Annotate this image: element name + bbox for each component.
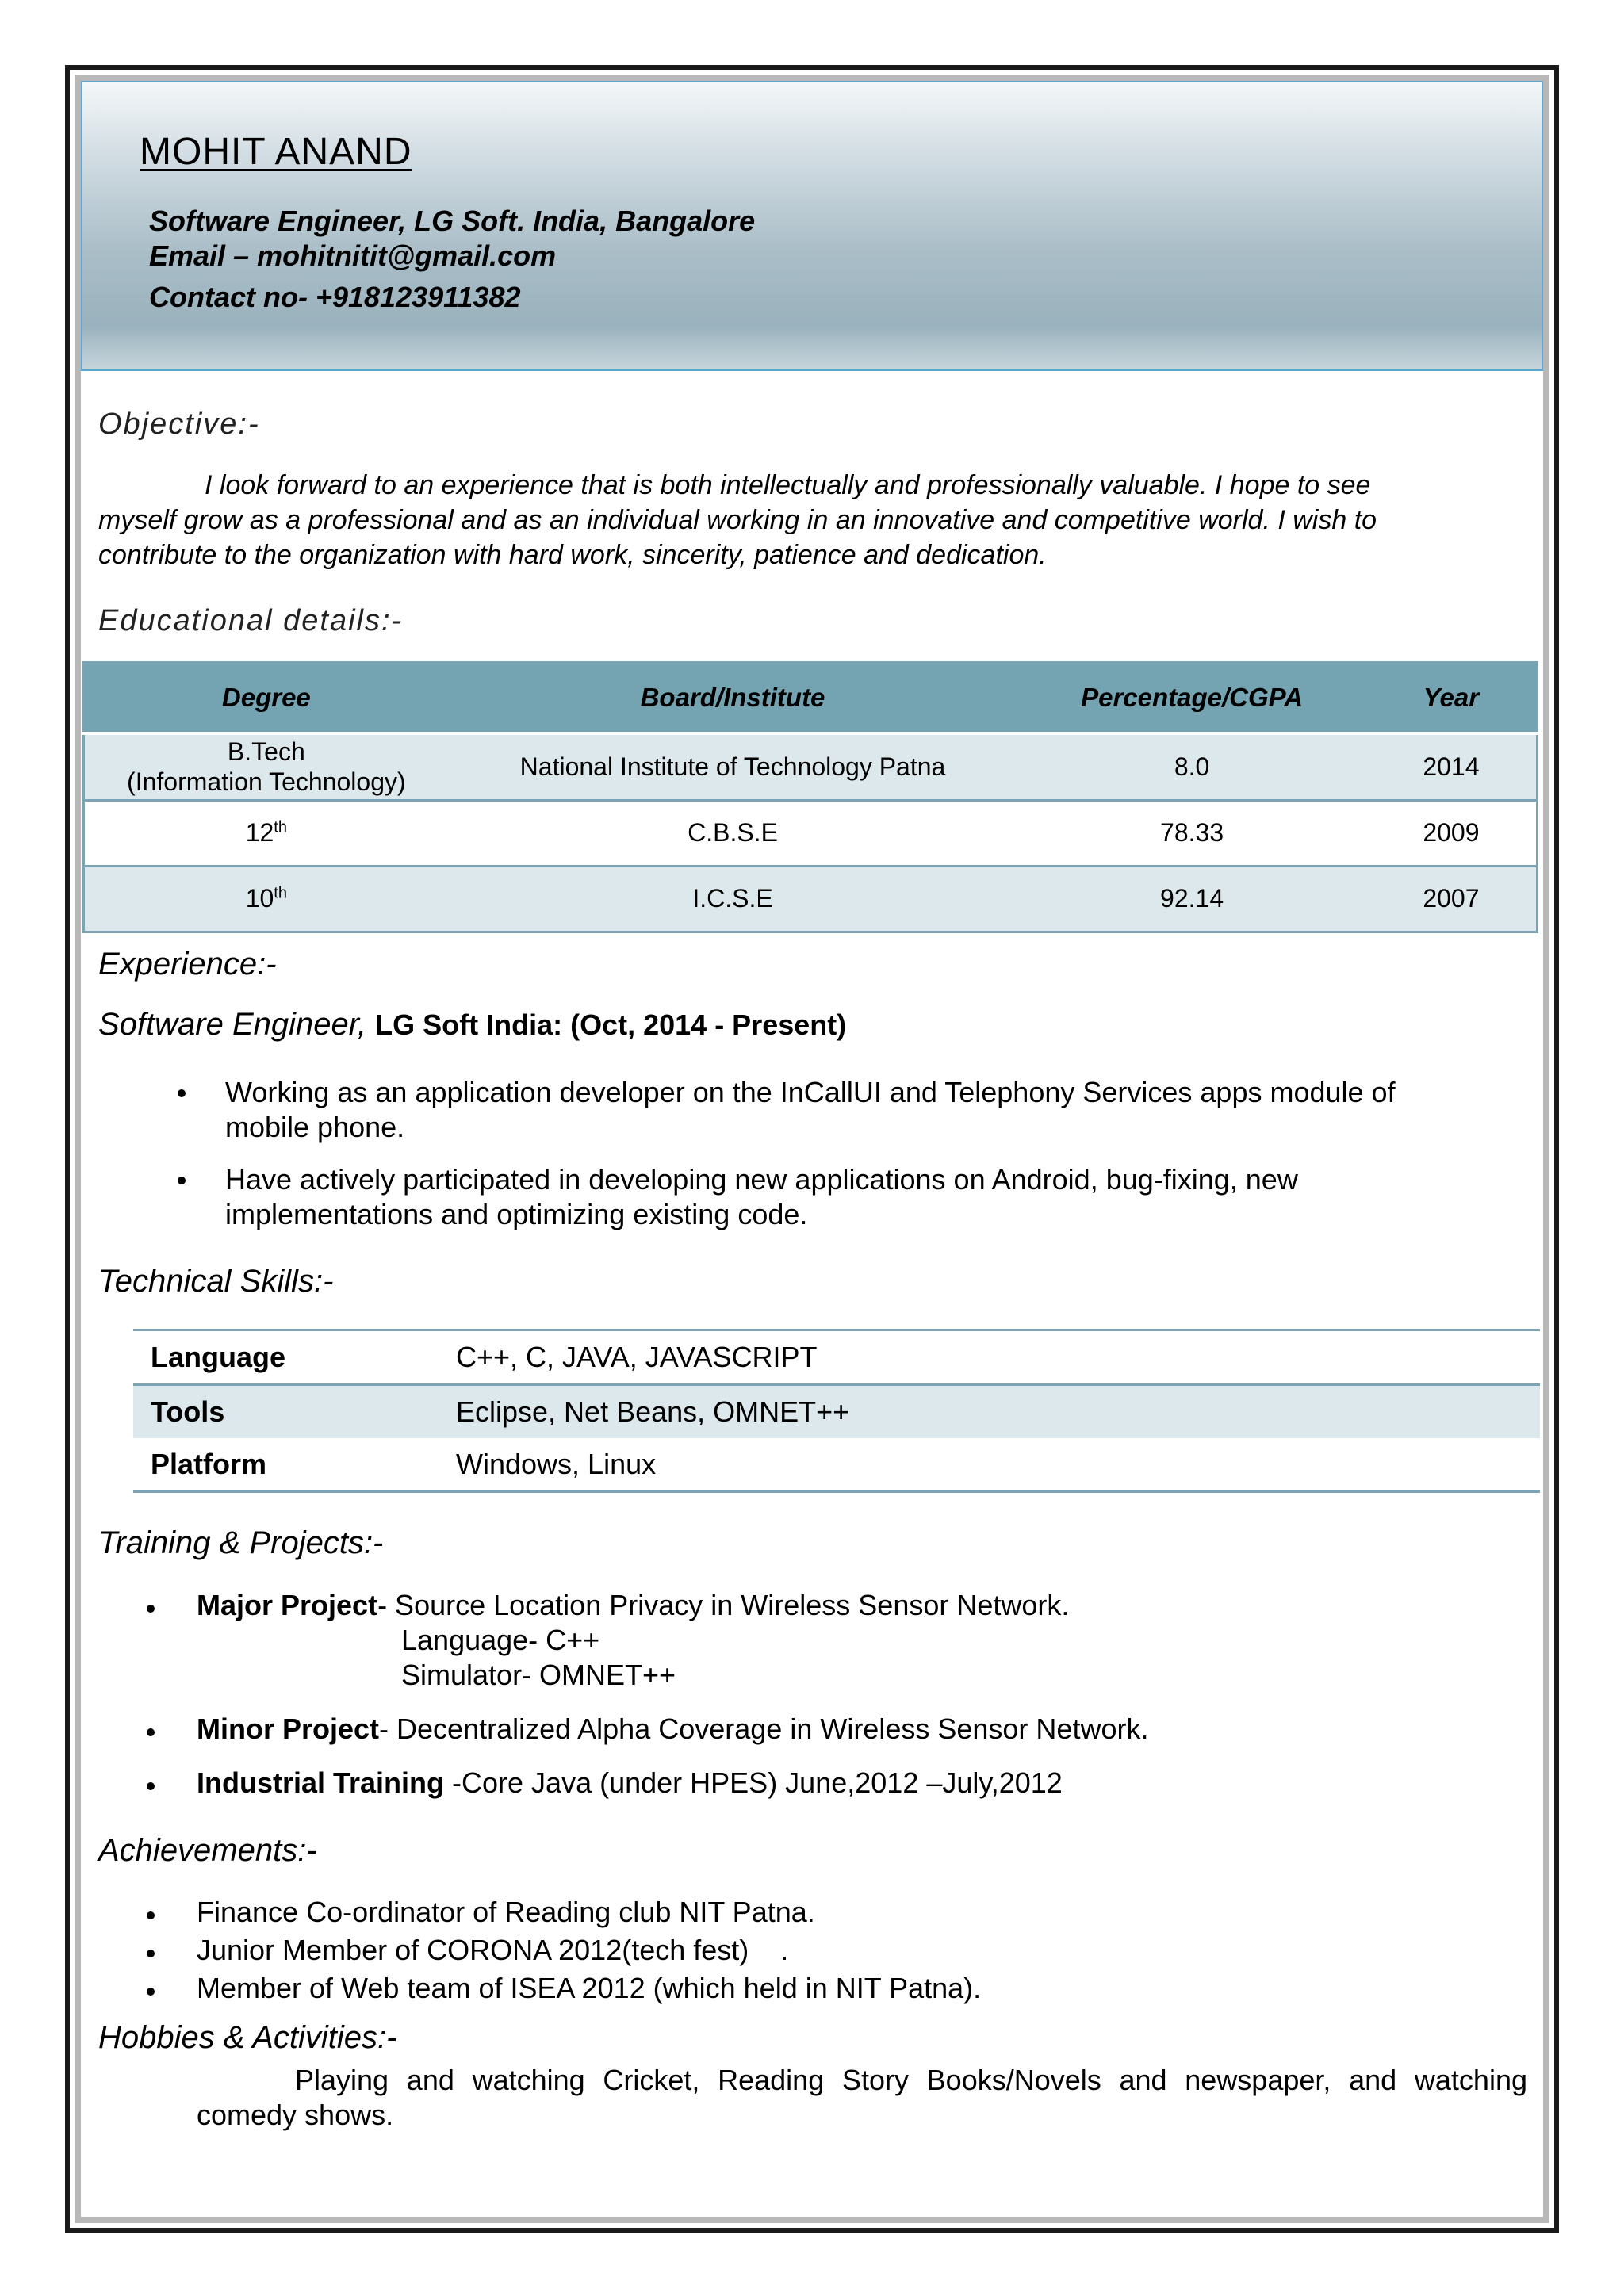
objective-line-1: I look forward to an experience that is both intellectually and professionally valuable. I hope to see <box>205 470 1371 500</box>
bullet-icon <box>147 1950 155 1957</box>
board-cell: C.B.S.E <box>448 800 1018 866</box>
degree-superscript: th <box>274 818 287 836</box>
year-cell: 2007 <box>1366 866 1538 932</box>
bullet-line: Have actively participated in developing new applications on Android, bug-fixing, new <box>225 1163 1298 1196</box>
hobbies-line-1: Playing and watching Cricket, Reading Story Books/Novels and newspaper, and watching <box>295 2064 1527 2096</box>
education-header-row <box>84 663 1538 734</box>
achievement-item: Finance Co-ordinator of Reading club NIT Patna. <box>197 1896 815 1928</box>
skill-value: C++, C, JAVA, JAVASCRIPT <box>456 1341 818 1373</box>
degree-cell <box>84 800 448 866</box>
objective-line-2: myself grow as a professional and as an individual working in an innovative and competitive world. I wish to <box>98 505 1377 535</box>
column-header-year: Year <box>1366 663 1538 734</box>
degree-cell <box>84 733 448 800</box>
skill-value: Eclipse, Net Beans, OMNET++ <box>439 1385 1540 1439</box>
board-cell: I.C.S.E <box>448 866 1018 932</box>
achievements-title: Achievements:- <box>98 1833 317 1868</box>
minor-project-text: - Decentralized Alpha Coverage in Wireless Sensor Network. <box>379 1712 1149 1745</box>
candidate-name: MOHIT ANAND <box>140 131 412 173</box>
table-row <box>84 866 1538 932</box>
bullet-icon <box>147 1988 155 1996</box>
degree-cell <box>84 866 448 932</box>
table-row <box>84 733 1538 800</box>
bullet-icon <box>147 1782 155 1790</box>
objective-line-3: contribute to the organization with hard work, sincerity, patience and dedication. <box>98 540 1047 570</box>
table-row <box>84 800 1538 866</box>
skill-key: Language <box>151 1341 286 1373</box>
table-row <box>133 1330 1540 1385</box>
experience-title: Experience:- <box>98 947 277 982</box>
job-role: Software Engineer, <box>98 1007 366 1042</box>
objective-title: Objective:- <box>98 408 260 441</box>
bullet-line: implementations and optimizing existing code. <box>225 1198 808 1230</box>
list-item <box>225 1075 1527 1145</box>
job-heading <box>98 1007 846 1043</box>
score-cell: 8.0 <box>1017 733 1366 800</box>
industrial-training-line <box>197 1766 1063 1800</box>
skill-value: Windows, Linux <box>456 1448 657 1480</box>
minor-project-line <box>197 1712 1148 1747</box>
bullet-icon <box>147 1728 155 1736</box>
major-project-simulator: Simulator- OMNET++ <box>401 1659 676 1691</box>
job-company: LG Soft India: (Oct, 2014 - Present) <box>375 1008 847 1041</box>
education-title: Educational details:- <box>98 604 404 637</box>
major-project-text: - Source Location Privacy in Wireless Sensor Network. <box>377 1589 1070 1621</box>
major-project-language: Language- C++ <box>401 1624 600 1656</box>
bullet-line: mobile phone. <box>225 1111 405 1143</box>
list-item <box>225 1162 1527 1232</box>
current-position: Software Engineer, LG Soft. India, Bangalore <box>149 205 756 237</box>
skill-key: Tools <box>133 1385 439 1439</box>
degree-superscript: th <box>274 884 287 902</box>
achievement-item: Member of Web team of ISEA 2012 (which held in NIT Patna). <box>197 1972 982 2004</box>
score-cell: 92.14 <box>1017 866 1366 932</box>
achievement-item: Junior Member of CORONA 2012(tech fest) . <box>197 1934 789 1966</box>
skill-key: Platform <box>151 1448 267 1480</box>
bullet-line: Working as an application developer on the InCallUI and Telephony Services apps module of <box>225 1076 1396 1108</box>
education-table <box>82 661 1538 933</box>
contact-line: Contact no- +918123911382 <box>149 281 521 313</box>
board-cell: National Institute of Technology Patna <box>448 733 1018 800</box>
major-project-label: Major Project <box>197 1589 378 1621</box>
year-cell: 2014 <box>1366 733 1538 800</box>
column-header-board: Board/Institute <box>448 663 1018 734</box>
table-row <box>133 1438 1540 1492</box>
bullet-icon <box>147 1605 155 1613</box>
score-cell: 78.33 <box>1017 800 1366 866</box>
hobbies-line-2: comedy shows. <box>197 2099 394 2131</box>
year-cell: 2009 <box>1366 800 1538 866</box>
skills-table <box>133 1329 1540 1493</box>
column-header-degree: Degree <box>84 663 448 734</box>
degree-text: 10 <box>245 884 274 913</box>
degree-text: 12 <box>245 818 274 847</box>
hobbies-title: Hobbies & Activities:- <box>98 2020 397 2055</box>
major-project-line <box>197 1588 1069 1623</box>
table-row <box>133 1385 1540 1439</box>
experience-bullets <box>225 1075 1527 1232</box>
column-header-percentage: Percentage/CGPA <box>1017 663 1366 734</box>
degree-text: B.Tech <box>227 737 305 767</box>
email-line: Email – mohitnitit@gmail.com <box>149 239 557 272</box>
bullet-icon <box>178 1089 186 1097</box>
bullet-icon <box>147 1911 155 1919</box>
industrial-training-text: -Core Java (under HPES) June,2012 –July,2012 <box>444 1766 1063 1799</box>
degree-subtext: (Information Technology) <box>127 767 406 797</box>
minor-project-label: Minor Project <box>197 1712 380 1745</box>
bullet-icon <box>178 1177 186 1184</box>
skills-title: Technical Skills:- <box>98 1264 334 1299</box>
industrial-training-label: Industrial Training <box>197 1766 445 1799</box>
training-title: Training & Projects:- <box>98 1525 384 1560</box>
